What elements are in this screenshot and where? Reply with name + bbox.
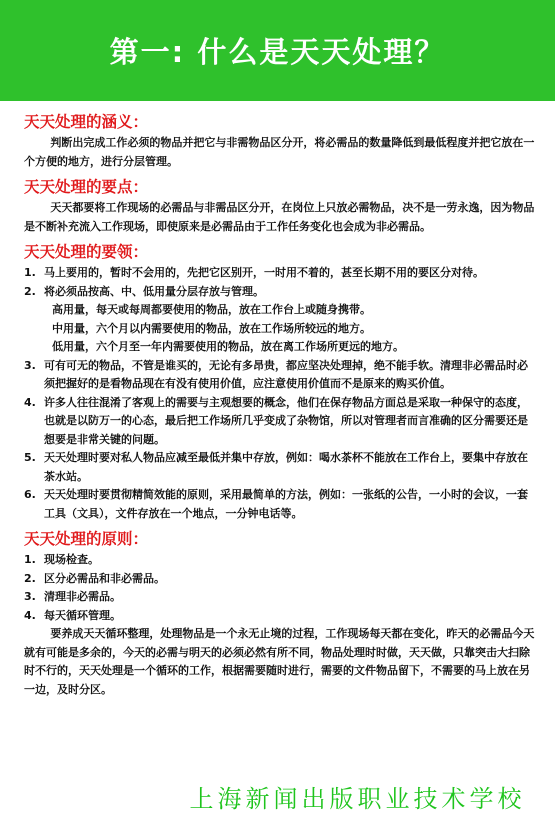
section-title-keypoints: 天天处理的要点：	[24, 178, 149, 196]
list-item: 1. 现场检查。	[24, 553, 99, 566]
principles-list	[24, 551, 537, 625]
list-item: 2. 区分必需品和非必需品。	[24, 571, 165, 585]
title-banner	[0, 0, 555, 101]
principles-text: 要养成天天循环整理，处理物品是一个永无止境的过程，工作现场每天都在变化，昨天的必需品今天就有可能是多余的，今天的必需与明天的必须必然有所不同，物品处理时时做，天天做，只靠突击大扫除时不行的，天天处理是一个循环的工作，根据需要随时进行，需要的文件物品留下，不需要的马上放在另一边，及时分区。	[24, 627, 535, 696]
list-item: 2. 将必须品按高、中、低用量分层存放与管理。	[24, 284, 264, 298]
usage-level-low: 低用量，六个月至一年内需要使用的物品，放在离工作场所更远的地方。	[52, 340, 404, 353]
list-item: 5. 天天处理时要对私人物品应减至最低并集中存放，例如：喝水茶杯不能放在工作台上，要集中存放在茶水站。	[24, 451, 528, 483]
usage-level-high: 高用量，每天或每周都要使用的物品，放在工作台上或随身携带。	[52, 303, 371, 316]
usage-level-medium: 中用量，六个月以内需要使用的物品，放在工作场所较远的地方。	[52, 321, 371, 335]
list-item: 3. 清理非必需品。	[24, 590, 121, 603]
footer	[0, 779, 555, 819]
page-title: 第一: 什么是天天处理？	[109, 35, 446, 69]
essentials-list	[24, 264, 537, 523]
list-item: 1. 马上要用的，暂时不会用的，先把它区别开，一时用不着的，甚至长期不用的要区分对待。	[24, 266, 484, 279]
list-item: 6. 天天处理时要贯彻精简效能的原则，采用最简单的方法，例如：一张纸的公告，一小时的会议，一套工具（文具），文件存放在一个地点，一分钟电话等。	[24, 488, 528, 520]
school-name: 上海新闻出版职业技术学校	[189, 785, 526, 813]
list-item: 3. 可有可无的物品，不管是谁买的，无论有多昂贵，都应坚决处理掉，绝不能手软。清理非必需品时必须把握好的是看物品现在有没有使用价值，应注意使用价值而不是原来的购买价值。	[24, 358, 528, 390]
meaning-text: 判断出完成工作必须的物品并把它与非需物品区分开，将必需品的数量降低到最低程度并把它放在一个方便的地方，进行分层管理。	[24, 136, 535, 168]
section-title-essentials: 天天处理的要领：	[24, 243, 149, 261]
document-body	[0, 110, 555, 770]
section-title-principles: 天天处理的原则：	[24, 530, 149, 548]
list-item: 4. 每天循环管理。	[24, 608, 121, 622]
keypoints-text: 天天都要将工作现场的必需品与非需品区分开，在岗位上只放必需物品，决不是一劳永逸，因为物品是不断补充流入工作现场，即使原来是必需品由于工作任务变化也会成为非必需品。	[24, 201, 535, 233]
list-item: 4. 许多人往往混淆了客观上的需要与主观想要的概念，他们在保存物品方面总是采取一种保守的态度，也就是以防万一的心态，最后把工作场所几乎变成了杂物馆，所以对管理者而言准确的区分需要还是想要是非常关键的问题。	[24, 395, 528, 446]
section-title-meaning: 天天处理的涵义：	[24, 113, 149, 131]
